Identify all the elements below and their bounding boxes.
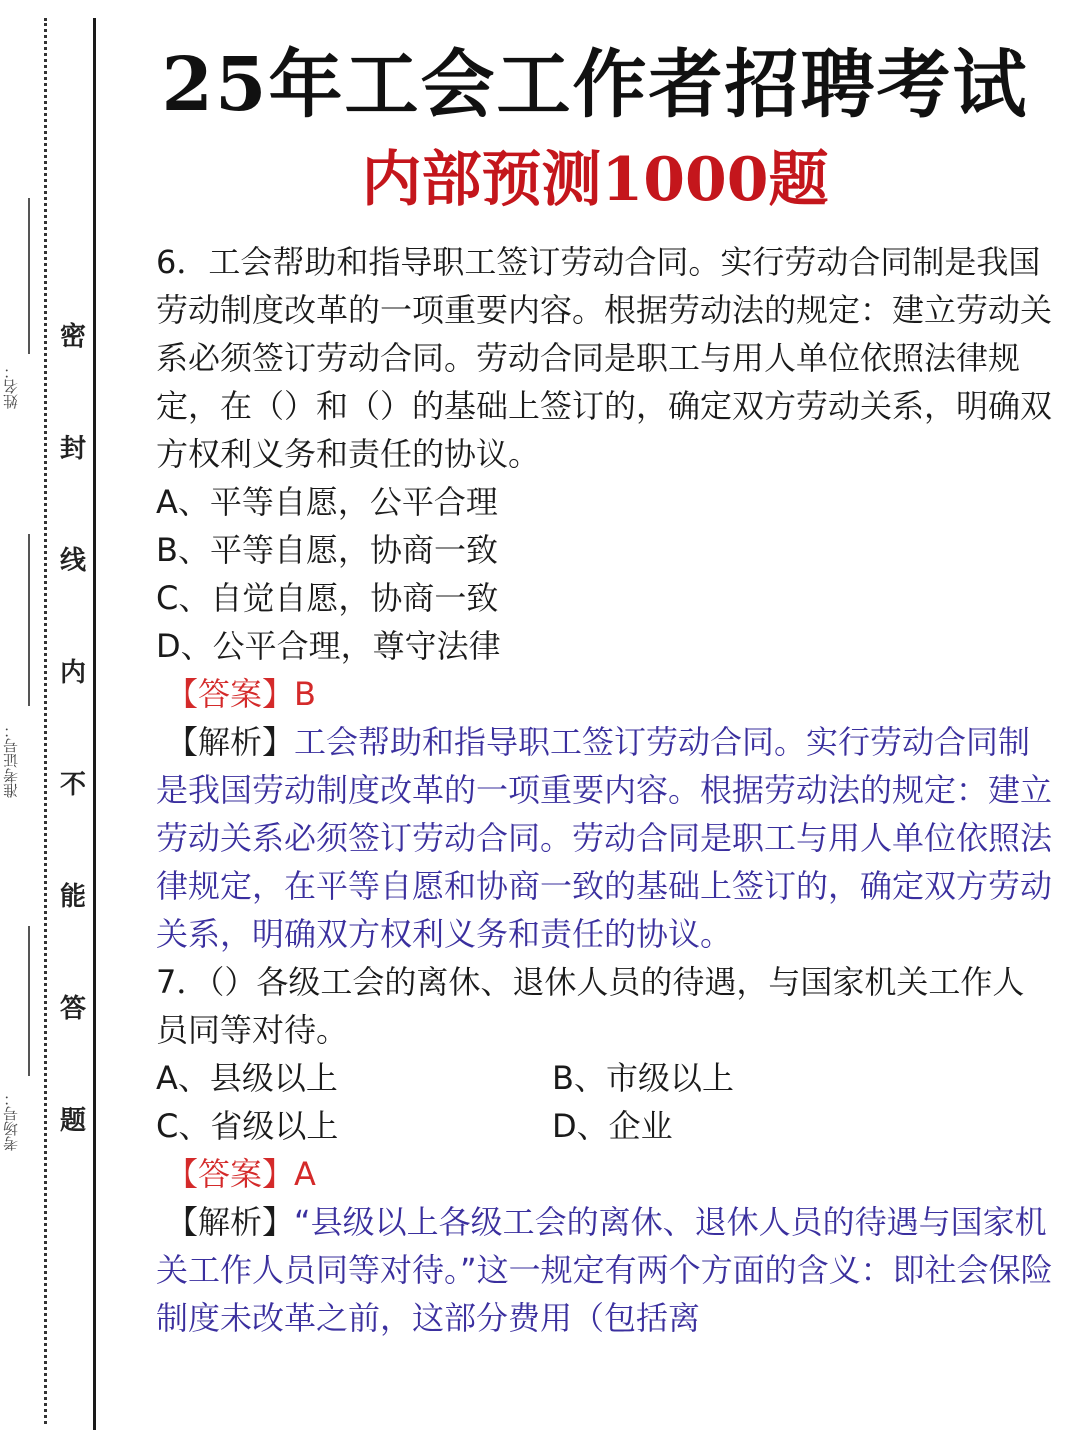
name-blank-line [28,198,30,354]
question-list [156,238,1056,1342]
room-field-label: 考场号： [2,1091,20,1151]
ticket-field-label: 准考证号： [2,723,20,799]
seal-char: 答 [59,994,86,1024]
option: D、公平合理，尊守法律 [156,627,501,665]
analysis-text: 工会帮助和指导职工签订劳动合同。实行劳动合同制是我国劳动制度改革的一项重要内容。根据劳动法的规定：建立劳动关系必须签订劳动合同。劳动合同是职工与用人单位依照法律规定，在平等自愿和协商一致的基础上签订的，确定双方劳动关系，明确双方权利义务和责任的协议。 [156,723,1053,953]
analysis-block [156,1198,1056,1342]
name-field-label: 姓名： [2,364,20,410]
option: A、平等自愿，公平合理 [156,483,498,521]
dotted-cut-line [44,18,47,1424]
question-stem: 6．工会帮助和指导职工签订劳动合同。实行劳动合同制是我国劳动制度改革的一项重要内容。根据劳动法的规定：建立劳动关系必须签订劳动合同。劳动合同是职工与用人单位依照法律规定，在（）和（）的基础上签订的，确定双方劳动关系，明确双方权利义务和责任的协议。 [156,243,1053,473]
answer-line: 【答案】B [166,675,316,713]
room-blank-line [28,926,30,1076]
option-row [156,1054,1056,1102]
seal-char: 内 [59,658,86,688]
option: B、市级以上 [552,1059,734,1097]
answer-line: 【答案】A [166,1155,316,1193]
ticket-blank-line [28,534,30,706]
option: A、县级以上 [156,1059,338,1097]
seal-char: 能 [59,882,86,912]
page-title: 25年工会工作者招聘考试 [161,42,1029,128]
seal-char: 密 [59,322,86,352]
option: C、省级以上 [156,1107,339,1145]
seal-char: 题 [59,1106,86,1136]
seal-margin [0,0,110,1440]
seal-char: 封 [59,434,86,464]
seal-line [93,18,96,1430]
question-7 [156,958,1056,1342]
seal-char: 不 [59,770,86,800]
question-6 [156,238,1056,958]
option: C、自觉自愿，协商一致 [156,579,499,617]
option-row [156,1102,1056,1150]
analysis-block [156,718,1056,958]
analysis-text: “县级以上各级工会的离休、退休人员的待遇与国家机关工作人员同等对待。”这一规定有两个方面的含义：即社会保险制度未改革之前，这部分费用（包括离 [156,1203,1053,1337]
option: D、企业 [552,1107,673,1145]
option: B、平等自愿，协商一致 [156,531,498,569]
analysis-label: 【解析】 [166,1203,295,1241]
seal-char: 线 [59,546,86,576]
question-stem: 7．（）各级工会的离休、退休人员的待遇，与国家机关工作人员同等对待。 [156,963,1025,1049]
page-subtitle: 内部预测1000题 [361,145,829,215]
analysis-label: 【解析】 [166,723,295,761]
